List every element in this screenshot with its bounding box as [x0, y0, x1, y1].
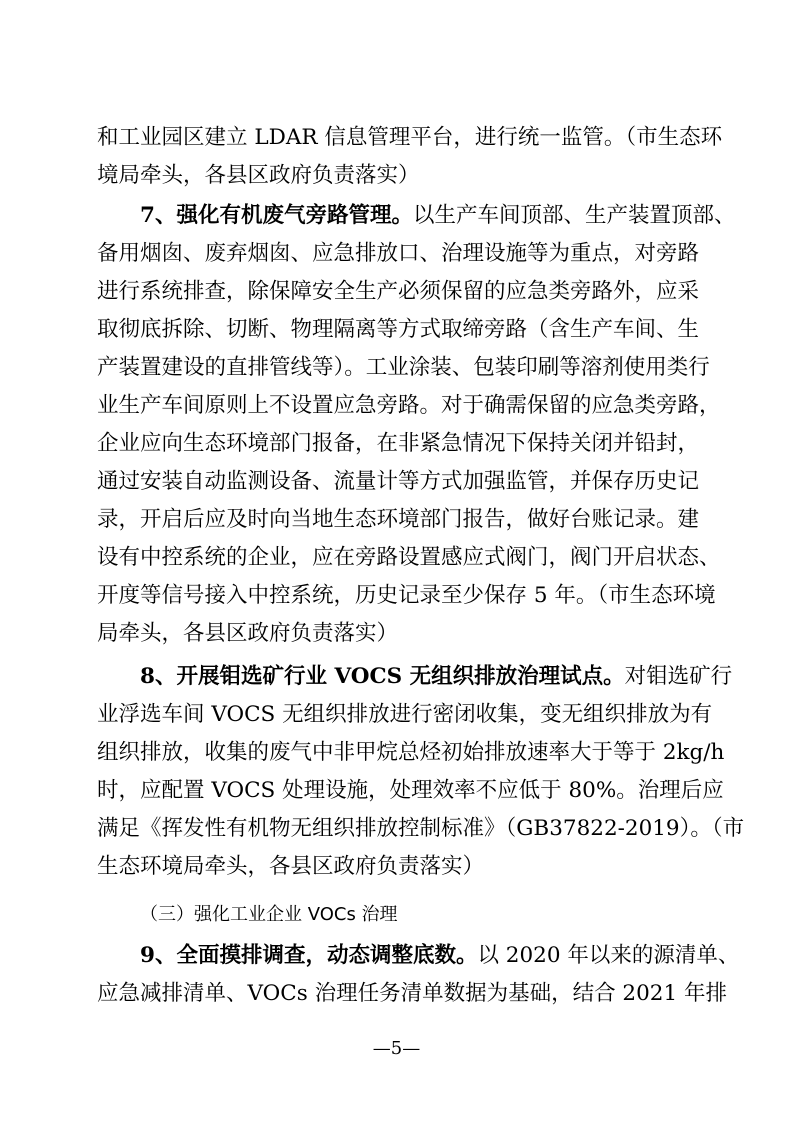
text-line: 通过安装自动监测设备、流量计等方式加强监管，并保存历史记 — [97, 469, 700, 494]
item-7-text: 以生产车间顶部、生产装置顶部、 — [412, 203, 736, 228]
text-line: 产装置建设的直排管线等）。工业涂装、包装印刷等溶剂使用类行 — [97, 355, 710, 380]
text-line: 录，开启后应及时向当地生态环境部门报告，做好台账记录。建 — [97, 507, 700, 532]
text-line: 开度等信号接入中控系统，历史记录至少保存 5 年。（市生态环境 — [97, 583, 716, 608]
section-heading: （三）强化工业企业 VOCs 治理 — [140, 904, 398, 925]
text-line: 时，应配置 VOCS 处理设施，处理效率不应低于 80%。治理后应 — [97, 778, 724, 803]
text-line: 取彻底拆除、切断、物理隔离等方式取缔旁路（含生产车间、生 — [97, 317, 700, 342]
text-line: 业生产车间原则上不设置应急旁路。对于确需保留的应急类旁路， — [97, 393, 721, 418]
text-line: 备用烟囱、废弃烟囱、应急排放口、治理设施等为重点，对旁路 — [97, 241, 700, 266]
item-9-heading: 9、全面摸排调查，动态调整底数。 — [140, 943, 478, 968]
text-line: 组织排放，收集的废气中非甲烷总烃初始排放速率大于等于 2kg/h — [97, 740, 725, 765]
item-8-text: 对钼选矿行 — [624, 664, 733, 689]
text-line: 业浮选车间 VOCS 无组织排放进行密闭收集，变无组织排放为有 — [97, 702, 713, 727]
item-9-text: 以 2020 年以来的源清单、 — [477, 943, 740, 968]
page-number: —5— — [372, 1038, 421, 1059]
text-line: 应急减排清单、VOCs 治理任务清单数据为基础，结合 2021 年排 — [97, 981, 727, 1006]
item-7-heading: 7、强化有机废气旁路管理。 — [140, 203, 413, 228]
text-line: 和工业园区建立 LDAR 信息管理平台，进行统一监管。（市生态环 — [97, 125, 723, 150]
text-line: 境局牵头，各县区政府负责落实） — [97, 163, 420, 188]
item-7-paragraph-start — [140, 197, 736, 235]
item-8-heading: 8、开展钼选矿行业 VOCS 无组织排放治理试点。 — [140, 664, 625, 689]
text-line: 满足《挥发性有机物无组织排放控制标准》（GB37822-2019）。（市 — [97, 816, 745, 841]
item-9-paragraph-start — [140, 937, 740, 975]
item-8-paragraph-start — [140, 658, 733, 696]
text-line: 局牵头，各县区政府负责落实） — [97, 621, 399, 646]
text-line: 设有中控系统的企业，应在旁路设置感应式阀门，阀门开启状态、 — [97, 545, 721, 570]
text-line: 企业应向生态环境部门报备，在非紧急情况下保持关闭并铅封， — [97, 431, 700, 456]
text-line: 生态环境局牵头，各县区政府负责落实） — [97, 854, 485, 879]
text-line: 进行系统排查，除保障安全生产必须保留的应急类旁路外，应采 — [97, 279, 700, 304]
